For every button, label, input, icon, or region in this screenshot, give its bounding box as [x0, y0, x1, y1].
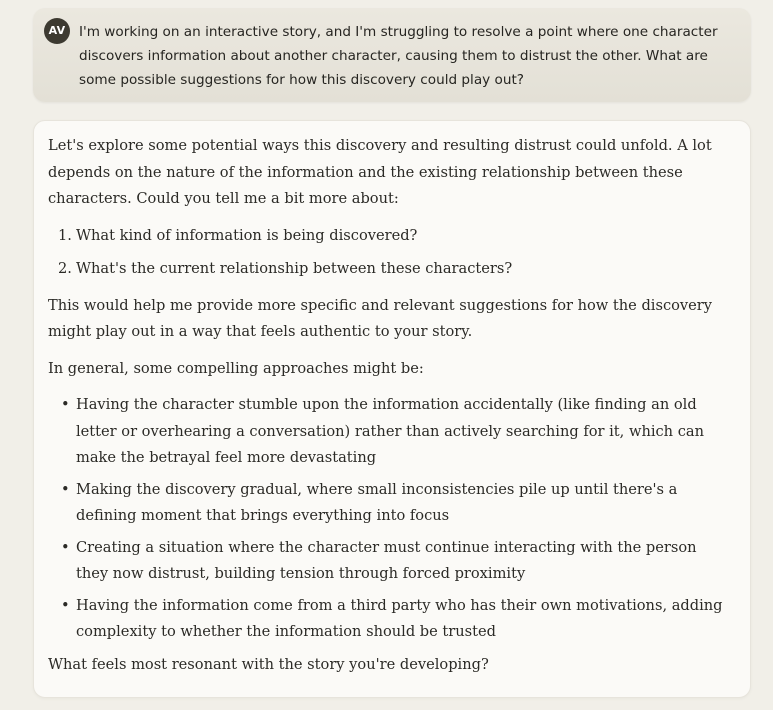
bullet-icon: •: [61, 538, 70, 556]
assistant-closing: What feels most resonant with the story you're developing?: [48, 655, 489, 673]
list-item: [48, 256, 736, 283]
bullet-icon: •: [61, 596, 70, 614]
list-item: [48, 593, 736, 646]
list-item-text: Creating a situation where the character must continue interacting with the person they now distrust, building tension through forced proximity: [76, 538, 697, 582]
list-number: 1.: [58, 226, 72, 244]
list-item-text: What kind of information is being discovered?: [76, 226, 418, 244]
user-message: [33, 8, 751, 102]
list-item-text: What's the current relationship between these characters?: [76, 260, 513, 277]
user-avatar[interactable]: AV: [44, 18, 70, 44]
list-number: 2.: [58, 260, 72, 277]
list-item: [48, 392, 736, 472]
suggestion-list: [48, 392, 736, 646]
question-list: [48, 223, 736, 283]
bullet-icon: •: [61, 480, 70, 498]
assistant-help-text: This would help me provide more specific and relevant suggestions for how the discovery might play out in a way that feels authentic to your story.: [48, 296, 713, 340]
list-item-text: Having the information come from a third party who has their own motivations, adding complexity to whether the information should be trusted: [76, 596, 723, 640]
user-message-text: I'm working on an interactive story, and I'm struggling to resolve a point where one character discovers information about another character, causing them to distrust the other. What are some possible suggestions for how this discovery could play out?: [79, 24, 718, 88]
list-item-text: Having the character stumble upon the information accidentally (like finding an old letter or overhearing a conversation) rather than actively searching for it, which can make the betrayal feel more devastating: [76, 396, 704, 466]
list-item: [48, 535, 736, 588]
assistant-general-intro: In general, some compelling approaches might be:: [48, 359, 424, 377]
list-item-text: Making the discovery gradual, where small inconsistencies pile up until there's a defining moment that brings everything into focus: [76, 480, 678, 524]
bullet-icon: •: [61, 396, 70, 413]
assistant-message: [33, 120, 751, 698]
list-item: [48, 477, 736, 530]
assistant-intro: Let's explore some potential ways this discovery and resulting distrust could unfold. A lot depends on the nature of the information and the existing relationship between these characters. Could you tell me a bit more about:: [48, 137, 712, 207]
list-item: [48, 223, 736, 250]
